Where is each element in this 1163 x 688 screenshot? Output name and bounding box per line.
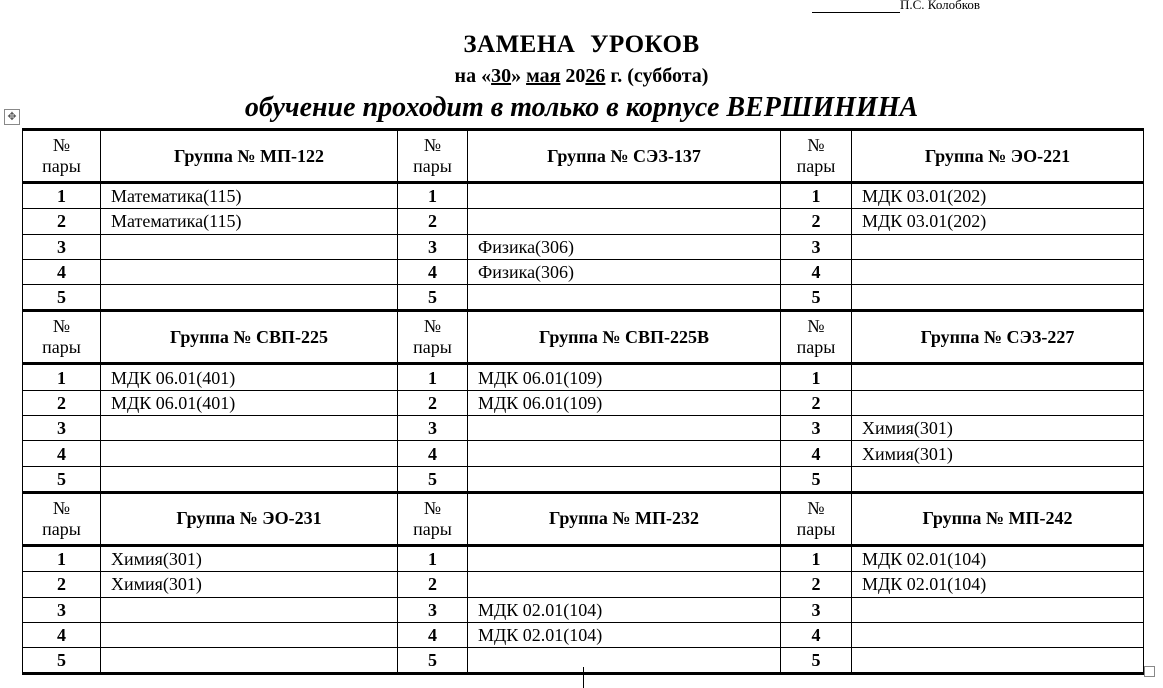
pair-number: 4	[23, 259, 101, 284]
subject-cell[interactable]: МДК 06.01(401)	[101, 364, 398, 390]
pair-number-header	[398, 492, 468, 545]
pair-number-header	[781, 130, 852, 183]
pair-number: 1	[781, 364, 852, 390]
subject-cell[interactable]: Математика(115)	[101, 209, 398, 234]
pair-number: 3	[781, 234, 852, 259]
group-block	[23, 492, 1144, 673]
pair-number-header	[781, 492, 852, 545]
pair-number-header	[398, 130, 468, 183]
pair-number: 2	[23, 390, 101, 415]
subject-cell[interactable]: Математика(115)	[101, 183, 398, 209]
pair-number: 4	[23, 622, 101, 647]
subject-cell[interactable]: МДК 02.01(104)	[468, 622, 781, 647]
pair-number-header-label: пары	[42, 518, 81, 539]
pair-number: 3	[398, 234, 468, 259]
subject-cell[interactable]: МДК 03.01(202)	[852, 183, 1144, 209]
subject-cell[interactable]	[101, 622, 398, 647]
pair-number-header-label: пары	[413, 337, 452, 358]
pair-number-header-symbol: №	[807, 316, 825, 337]
table-resize-handle[interactable]	[1144, 666, 1155, 677]
date-year-suffix: 26	[585, 65, 606, 87]
pair-number: 1	[398, 183, 468, 209]
date-mid: »	[511, 65, 527, 87]
pair-number: 2	[781, 390, 852, 415]
subject-cell[interactable]	[852, 466, 1144, 492]
pair-number-header-label: пары	[796, 337, 836, 358]
pair-number-header-symbol: №	[423, 135, 442, 155]
group-block	[23, 130, 1144, 311]
pair-number-header-symbol: №	[52, 135, 71, 155]
pair-number-header	[398, 311, 468, 364]
pair-number: 5	[781, 648, 852, 674]
subject-cell[interactable]	[852, 390, 1144, 415]
pair-number: 2	[781, 572, 852, 597]
subject-cell[interactable]	[852, 259, 1144, 284]
pair-number-header-symbol: №	[807, 497, 825, 518]
page-title	[0, 31, 1163, 59]
subject-cell[interactable]: Химия(301)	[852, 441, 1144, 466]
group-name: Группа № МП-242	[852, 492, 1144, 545]
group-name: Группа № СВП-225В	[468, 311, 781, 364]
pair-number: 1	[23, 545, 101, 571]
pair-number: 2	[781, 209, 852, 234]
group-name: Группа № МП-232	[468, 492, 781, 545]
pair-number-header-label: пары	[796, 156, 836, 176]
subject-cell[interactable]	[101, 285, 398, 311]
pair-number-header	[781, 311, 852, 364]
table-row	[23, 572, 1144, 597]
pair-number-header	[23, 130, 101, 183]
subject-cell[interactable]	[101, 234, 398, 259]
subject-cell[interactable]	[852, 234, 1144, 259]
subject-cell[interactable]	[101, 441, 398, 466]
subject-cell[interactable]	[852, 597, 1144, 622]
approval-signature	[812, 0, 980, 13]
approver-name: П.С. Колобков	[900, 0, 981, 12]
subject-cell[interactable]	[468, 183, 781, 209]
pair-number-header	[23, 311, 101, 364]
subject-cell[interactable]: Химия(301)	[101, 572, 398, 597]
subject-cell[interactable]: МДК 06.01(401)	[101, 390, 398, 415]
text-cursor	[583, 667, 584, 688]
subject-cell[interactable]: Физика(306)	[468, 234, 781, 259]
pair-number: 3	[781, 597, 852, 622]
group-name: Группа № СВП-225	[101, 311, 398, 364]
subject-cell[interactable]	[468, 441, 781, 466]
pair-number: 2	[398, 390, 468, 415]
table-row	[23, 622, 1144, 647]
pair-number: 3	[23, 416, 101, 441]
group-header-row	[23, 311, 1144, 364]
subject-cell[interactable]	[101, 259, 398, 284]
pair-number: 3	[781, 416, 852, 441]
subject-cell[interactable]: МДК 06.01(109)	[468, 390, 781, 415]
schedule-date	[0, 65, 1163, 88]
pair-number: 5	[23, 648, 101, 674]
group-name: Группа № СЭЗ-227	[852, 311, 1144, 364]
subject-cell[interactable]	[852, 622, 1144, 647]
pair-number: 4	[398, 259, 468, 284]
pair-number: 5	[23, 466, 101, 492]
pair-number-header-label: пары	[42, 156, 81, 176]
pair-number-header	[23, 492, 101, 545]
pair-number: 4	[781, 259, 852, 284]
pair-number: 2	[23, 572, 101, 597]
table-row	[23, 416, 1144, 441]
table-row	[23, 545, 1144, 571]
subject-cell[interactable]	[468, 209, 781, 234]
pair-number: 5	[781, 466, 852, 492]
table-row	[23, 441, 1144, 466]
group-block	[23, 311, 1144, 492]
signature-line	[812, 0, 900, 13]
pair-number: 4	[398, 622, 468, 647]
title-word-2: УРОКОВ	[590, 31, 700, 58]
pair-number: 4	[23, 441, 101, 466]
subject-cell[interactable]	[852, 285, 1144, 311]
pair-number: 1	[398, 545, 468, 571]
pair-number: 3	[23, 234, 101, 259]
pair-number: 5	[23, 285, 101, 311]
pair-number-header-label: пары	[413, 156, 452, 176]
title-word-1: ЗАМЕНА	[463, 31, 576, 58]
group-name: Группа № СЭЗ-137	[468, 130, 781, 183]
table-row	[23, 183, 1144, 209]
pair-number-header-label: пары	[42, 337, 81, 358]
table-row	[23, 390, 1144, 415]
table-row	[23, 364, 1144, 390]
pair-number: 3	[23, 597, 101, 622]
subject-cell[interactable]: Химия(301)	[101, 545, 398, 571]
table-row	[23, 209, 1144, 234]
pair-number: 1	[23, 364, 101, 390]
subject-cell[interactable]	[852, 648, 1144, 674]
date-month: мая	[526, 65, 561, 87]
group-header-row	[23, 492, 1144, 545]
pair-number: 4	[781, 622, 852, 647]
subject-cell[interactable]: МДК 02.01(104)	[468, 597, 781, 622]
group-name: Группа № ЭО-231	[101, 492, 398, 545]
pair-number: 4	[398, 441, 468, 466]
pair-number-header-label: пары	[413, 518, 452, 539]
subject-cell[interactable]	[101, 597, 398, 622]
subject-cell[interactable]: МДК 06.01(109)	[468, 364, 781, 390]
subject-cell[interactable]: Физика(306)	[468, 259, 781, 284]
subject-cell[interactable]	[468, 285, 781, 311]
subject-cell[interactable]	[468, 648, 781, 674]
pair-number: 2	[23, 209, 101, 234]
pair-number-header-label: пары	[796, 518, 836, 539]
table-row	[23, 234, 1144, 259]
pair-number: 5	[398, 466, 468, 492]
pair-number: 3	[398, 597, 468, 622]
subject-cell[interactable]: МДК 02.01(104)	[852, 545, 1144, 571]
subject-cell[interactable]	[468, 416, 781, 441]
table-row	[23, 259, 1144, 284]
pair-number: 1	[398, 364, 468, 390]
pair-number: 2	[398, 572, 468, 597]
subject-cell[interactable]	[101, 648, 398, 674]
table-move-handle-icon[interactable]: ✥	[4, 109, 20, 125]
subject-cell[interactable]	[101, 416, 398, 441]
subject-cell[interactable]	[468, 545, 781, 571]
subject-cell[interactable]: МДК 02.01(104)	[852, 572, 1144, 597]
subject-cell[interactable]	[468, 466, 781, 492]
pair-number: 1	[781, 183, 852, 209]
pair-number-header-symbol: №	[52, 316, 71, 337]
date-prefix: на «	[454, 65, 492, 87]
date-year-prefix: 20	[560, 65, 586, 87]
group-name: Группа № ЭО-221	[852, 130, 1144, 183]
subject-cell[interactable]: Химия(301)	[852, 416, 1144, 441]
subject-cell[interactable]	[468, 572, 781, 597]
pair-number: 5	[781, 285, 852, 311]
group-header-row	[23, 130, 1144, 183]
pair-number: 4	[781, 441, 852, 466]
substitution-table	[22, 128, 1144, 675]
pair-number: 2	[398, 209, 468, 234]
date-day: 30	[491, 65, 512, 87]
table-row	[23, 285, 1144, 311]
pair-number-header-symbol: №	[423, 497, 442, 518]
pair-number: 1	[781, 545, 852, 571]
pair-number: 5	[398, 285, 468, 311]
pair-number: 1	[23, 183, 101, 209]
date-tail: г. (суббота)	[605, 65, 709, 87]
pair-number-header-symbol: №	[807, 135, 825, 155]
subject-cell[interactable]: МДК 03.01(202)	[852, 209, 1144, 234]
group-name: Группа № МП-122	[101, 130, 398, 183]
pair-number: 5	[398, 648, 468, 674]
table-row	[23, 597, 1144, 622]
subject-cell[interactable]	[852, 364, 1144, 390]
table-row	[23, 466, 1144, 492]
pair-number: 3	[398, 416, 468, 441]
location-notice: обучение проходит в только в корпусе ВЕРШИНИНА	[244, 92, 919, 123]
pair-number-header-symbol: №	[423, 316, 442, 337]
subject-cell[interactable]	[101, 466, 398, 492]
pair-number-header-symbol: №	[52, 497, 71, 518]
